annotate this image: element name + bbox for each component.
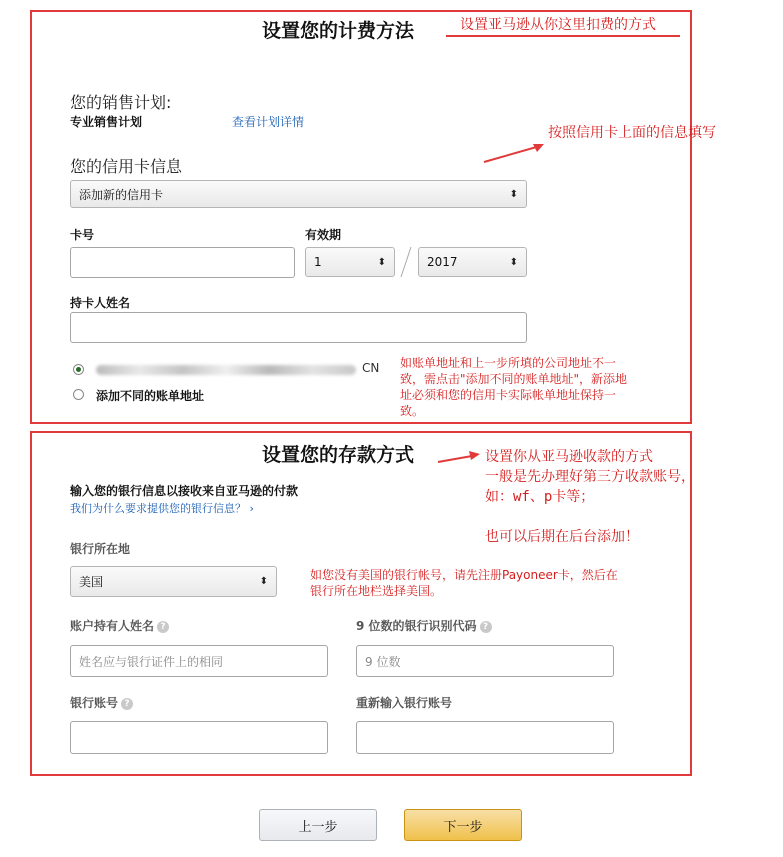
add-address-label[interactable]: 添加不同的账单地址 — [96, 389, 205, 403]
card-select[interactable] — [70, 180, 527, 208]
expiry-month-select[interactable] — [305, 247, 395, 277]
expiry-label: 有效期 — [305, 228, 342, 242]
confirm-account-label: 重新输入银行账号 — [356, 696, 453, 710]
account-holder-label-text: 账户持有人姓名 — [70, 619, 155, 633]
confirm-account-input[interactable] — [356, 721, 614, 754]
address-note: 如账单地址和上一步所填的公司地址不一致，需点击"添加不同的账单地址"，新添地址必须和您的信用卡实际帐单地址保持一致。 — [400, 356, 628, 418]
deposit-annotation-line-2: 一般是先办理好第三方收款账号， — [485, 469, 695, 485]
help-icon[interactable]: ? — [480, 621, 492, 633]
help-icon[interactable]: ? — [157, 621, 169, 633]
deposit-title: 设置您的存款方式 — [262, 444, 415, 466]
add-address-radio[interactable] — [73, 389, 84, 400]
bank-account-input[interactable] — [70, 721, 328, 754]
account-holder-placeholder: 姓名应与银行证件上的相同 — [79, 654, 224, 669]
plan-details-link[interactable]: 查看计划详情 — [232, 115, 305, 129]
billing-annotation-underline — [446, 35, 680, 37]
billing-annotation: 设置亚马逊从你这里扣费的方式 — [460, 17, 656, 33]
existing-address-radio[interactable] — [73, 364, 84, 375]
bank-account-label-text: 银行账号 — [70, 696, 119, 710]
bank-country-note: 如您没有美国的银行帐号，请先注册Payoneer卡，然后在银行所在地栏选择美国。 — [310, 568, 618, 598]
bank-account-label — [70, 694, 133, 711]
next-button[interactable]: 下一步 — [404, 809, 522, 841]
cardholder-input[interactable] — [70, 312, 527, 343]
select-arrows-icon: ⬍ — [509, 256, 518, 268]
routing-number-input[interactable] — [356, 645, 614, 677]
deposit-intro: 输入您的银行信息以接收来自亚马逊的付款 — [70, 484, 299, 498]
deposit-annotation-line-3: 如：wf、p卡等； — [485, 489, 595, 505]
cardholder-label: 持卡人姓名 — [70, 296, 131, 310]
redacted-address — [96, 365, 356, 375]
expiry-separator-icon — [399, 245, 413, 279]
card-number-input[interactable] — [70, 247, 295, 278]
card-select-value: 添加新的信用卡 — [79, 187, 164, 202]
card-annotation: 按照信用卡上面的信息填写 — [548, 125, 716, 141]
plan-heading: 您的销售计划: — [70, 93, 172, 112]
expiry-year-select[interactable] — [418, 247, 527, 277]
routing-number-label — [356, 617, 492, 634]
expiry-month-value: 1 — [314, 255, 322, 269]
plan-name: 专业销售计划 — [70, 115, 143, 129]
deposit-annotation-arrow — [436, 448, 482, 466]
select-arrows-icon: ⬍ — [259, 576, 268, 587]
account-holder-label — [70, 617, 169, 634]
routing-number-placeholder: 9 位数 — [365, 654, 401, 669]
expiry-year-value: 2017 — [427, 255, 458, 269]
deposit-annotation-line-4: 也可以后期在后台添加！ — [485, 529, 639, 545]
card-heading: 您的信用卡信息 — [70, 157, 183, 176]
help-icon[interactable]: ? — [121, 698, 133, 710]
card-annotation-arrow — [480, 140, 550, 166]
select-arrows-icon: ⬍ — [509, 188, 518, 200]
billing-title: 设置您的计费方法 — [262, 20, 415, 42]
prev-button[interactable]: 上一步 — [259, 809, 377, 841]
account-holder-input[interactable] — [70, 645, 328, 677]
bank-country-label: 银行所在地 — [70, 542, 131, 556]
bank-country-select[interactable] — [70, 566, 277, 597]
bank-country-value: 美国 — [79, 575, 104, 589]
select-arrows-icon: ⬍ — [377, 256, 386, 268]
card-number-label: 卡号 — [70, 228, 95, 242]
routing-number-label-text: 9 位数的银行识别代码 — [356, 619, 477, 633]
why-bank-info-link[interactable]: 我们为什么要求提供您的银行信息？ › — [70, 502, 254, 515]
address-country: CN — [362, 361, 380, 375]
deposit-annotation-line-1: 设置你从亚马逊收款的方式 — [485, 449, 653, 465]
